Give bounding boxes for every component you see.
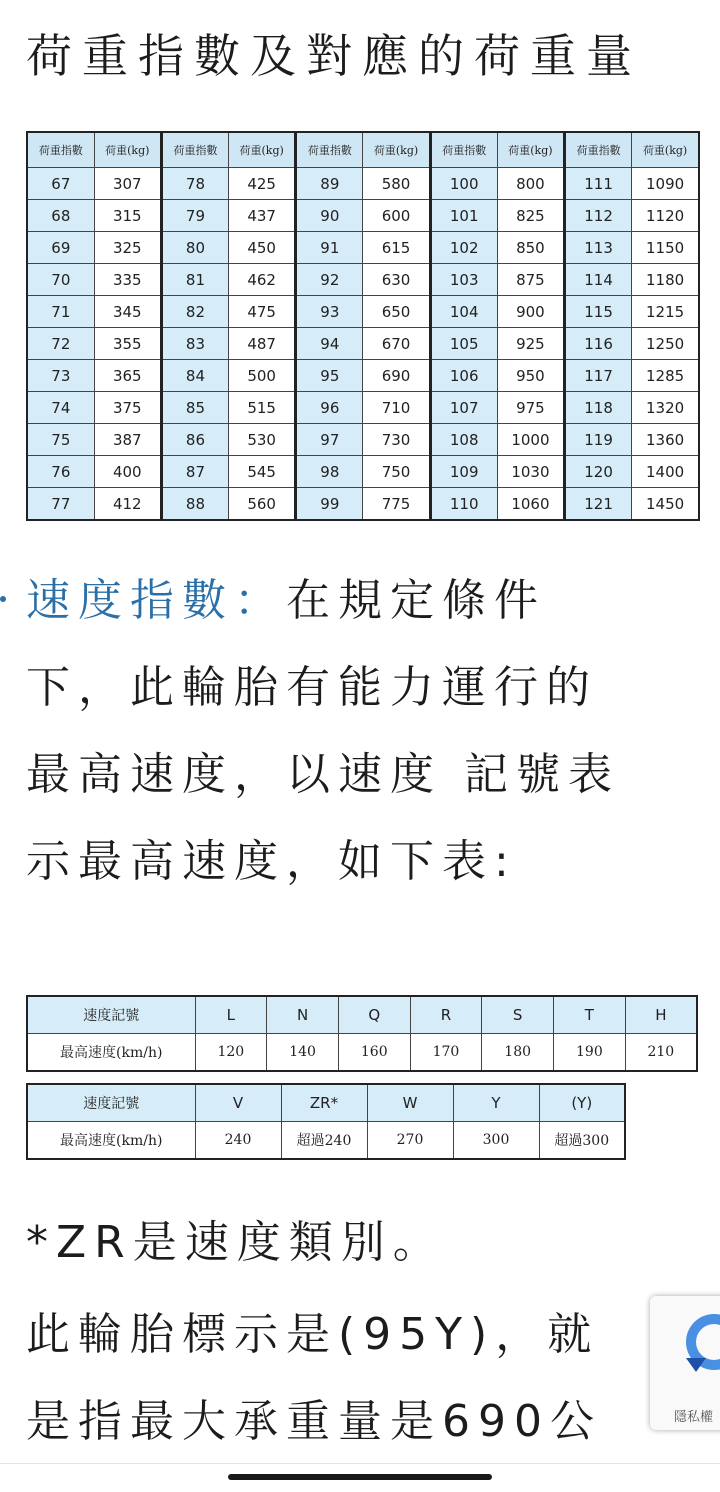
load-kg-cell: 437 xyxy=(229,200,296,232)
load-kg-cell: 1250 xyxy=(632,328,699,360)
load-index-cell: 85 xyxy=(161,392,228,424)
speed-symbol-cell: S xyxy=(482,996,554,1034)
footnote-line-2: 此輪胎標示是(95Y)，就 xyxy=(26,1309,600,1360)
load-kg-cell: 900 xyxy=(497,296,564,328)
load-index-cell: 121 xyxy=(565,488,632,521)
speed-symbol-row xyxy=(27,996,697,1034)
load-index-cell: 73 xyxy=(27,360,94,392)
load-table-row xyxy=(27,424,699,456)
load-table-row xyxy=(27,168,699,200)
home-indicator[interactable] xyxy=(228,1474,492,1480)
load-index-cell: 69 xyxy=(27,232,94,264)
load-kg-cell: 950 xyxy=(497,360,564,392)
load-index-cell: 94 xyxy=(296,328,363,360)
header-load-index: 荷重指數 xyxy=(430,132,497,168)
load-index-cell: 97 xyxy=(296,424,363,456)
header-load-kg: 荷重(kg) xyxy=(632,132,699,168)
load-kg-cell: 600 xyxy=(363,200,430,232)
load-kg-cell: 580 xyxy=(363,168,430,200)
load-index-cell: 92 xyxy=(296,264,363,296)
load-kg-cell: 545 xyxy=(229,456,296,488)
load-index-cell: 107 xyxy=(430,392,497,424)
load-kg-cell: 515 xyxy=(229,392,296,424)
max-speed-cell: 240 xyxy=(195,1122,281,1160)
speed-symbol-cell: V xyxy=(195,1084,281,1122)
load-index-cell: 81 xyxy=(161,264,228,296)
load-kg-cell: 365 xyxy=(94,360,161,392)
speed-symbol-cell: T xyxy=(554,996,626,1034)
load-table-header-row xyxy=(27,132,699,168)
max-speed-cell: 190 xyxy=(554,1034,626,1072)
load-index-cell: 101 xyxy=(430,200,497,232)
load-index-cell: 104 xyxy=(430,296,497,328)
footnote-line-1: *ZR是速度類別。 xyxy=(26,1217,445,1268)
max-speed-cell: 160 xyxy=(338,1034,410,1072)
load-kg-cell: 375 xyxy=(94,392,161,424)
load-kg-cell: 355 xyxy=(94,328,161,360)
speed-symbol-cell: H xyxy=(625,996,697,1034)
load-index-cell: 98 xyxy=(296,456,363,488)
load-index-cell: 78 xyxy=(161,168,228,200)
speed-symbol-cell: N xyxy=(267,996,339,1034)
load-kg-cell: 975 xyxy=(497,392,564,424)
max-speed-cell: 270 xyxy=(367,1122,453,1160)
speed-paragraph-line-1-rest: 在規定條件 xyxy=(286,575,546,626)
max-speed-cell: 300 xyxy=(453,1122,539,1160)
load-kg-cell: 1320 xyxy=(632,392,699,424)
load-kg-cell: 475 xyxy=(229,296,296,328)
load-kg-cell: 710 xyxy=(363,392,430,424)
load-kg-cell: 1000 xyxy=(497,424,564,456)
load-kg-cell: 850 xyxy=(497,232,564,264)
load-kg-cell: 412 xyxy=(94,488,161,521)
load-index-cell: 118 xyxy=(565,392,632,424)
load-index-cell: 99 xyxy=(296,488,363,521)
load-kg-cell: 1060 xyxy=(497,488,564,521)
load-index-cell: 83 xyxy=(161,328,228,360)
load-kg-cell: 750 xyxy=(363,456,430,488)
max-speed-row xyxy=(27,1122,625,1160)
load-index-cell: 79 xyxy=(161,200,228,232)
load-index-cell: 111 xyxy=(565,168,632,200)
load-index-cell: 116 xyxy=(565,328,632,360)
max-speed-cell: 超過240 xyxy=(281,1122,367,1160)
speed-symbol-cell: R xyxy=(410,996,482,1034)
load-kg-cell: 670 xyxy=(363,328,430,360)
load-table-row xyxy=(27,232,699,264)
recaptcha-arrow-icon xyxy=(686,1358,706,1372)
load-table-row xyxy=(27,360,699,392)
load-index-cell: 105 xyxy=(430,328,497,360)
load-table-row xyxy=(27,328,699,360)
load-index-cell: 75 xyxy=(27,424,94,456)
load-kg-cell: 487 xyxy=(229,328,296,360)
max-speed-cell: 140 xyxy=(267,1034,339,1072)
page-heading: 荷重指數及對應的荷重量 xyxy=(26,29,642,83)
load-index-cell: 117 xyxy=(565,360,632,392)
load-index-cell: 71 xyxy=(27,296,94,328)
max-speed-cell: 120 xyxy=(195,1034,267,1072)
load-kg-cell: 1285 xyxy=(632,360,699,392)
speed-symbol-label: 速度記號 xyxy=(27,996,195,1034)
header-load-index: 荷重指數 xyxy=(161,132,228,168)
load-index-cell: 102 xyxy=(430,232,497,264)
load-index-cell: 89 xyxy=(296,168,363,200)
load-kg-cell: 335 xyxy=(94,264,161,296)
load-index-cell: 72 xyxy=(27,328,94,360)
load-kg-cell: 462 xyxy=(229,264,296,296)
header-load-index: 荷重指數 xyxy=(565,132,632,168)
speed-symbol-label: 速度記號 xyxy=(27,1084,195,1122)
load-kg-cell: 1215 xyxy=(632,296,699,328)
header-load-kg: 荷重(kg) xyxy=(94,132,161,168)
load-index-table xyxy=(26,131,700,521)
load-table-row xyxy=(27,200,699,232)
load-index-cell: 80 xyxy=(161,232,228,264)
load-kg-cell: 650 xyxy=(363,296,430,328)
load-kg-cell: 530 xyxy=(229,424,296,456)
load-index-cell: 82 xyxy=(161,296,228,328)
load-table-row xyxy=(27,392,699,424)
load-kg-cell: 315 xyxy=(94,200,161,232)
load-kg-cell: 690 xyxy=(363,360,430,392)
load-kg-cell: 425 xyxy=(229,168,296,200)
recaptcha-privacy-link[interactable]: 隱私權 xyxy=(674,1410,714,1425)
load-index-cell: 70 xyxy=(27,264,94,296)
header-load-kg: 荷重(kg) xyxy=(497,132,564,168)
load-kg-cell: 825 xyxy=(497,200,564,232)
load-kg-cell: 925 xyxy=(497,328,564,360)
bullet-dot xyxy=(0,596,6,602)
load-kg-cell: 400 xyxy=(94,456,161,488)
header-load-index: 荷重指數 xyxy=(296,132,363,168)
max-speed-label: 最高速度(km/h) xyxy=(27,1122,195,1160)
load-kg-cell: 1120 xyxy=(632,200,699,232)
load-index-cell: 86 xyxy=(161,424,228,456)
load-index-cell: 96 xyxy=(296,392,363,424)
speed-paragraph-line-4: 示最高速度，如下表: xyxy=(26,836,517,887)
divider xyxy=(0,1463,720,1464)
speed-symbol-cell: L xyxy=(195,996,267,1034)
load-index-cell: 68 xyxy=(27,200,94,232)
footnote-line-3: 是指最大承重量是690公 xyxy=(26,1396,602,1447)
load-index-cell: 93 xyxy=(296,296,363,328)
speed-paragraph-line-1 xyxy=(26,558,546,644)
max-speed-cell: 170 xyxy=(410,1034,482,1072)
speed-symbol-table-1 xyxy=(26,995,698,1072)
speed-symbol-cell: Q xyxy=(338,996,410,1034)
load-kg-cell: 1360 xyxy=(632,424,699,456)
load-index-cell: 103 xyxy=(430,264,497,296)
load-index-cell: 90 xyxy=(296,200,363,232)
load-index-cell: 112 xyxy=(565,200,632,232)
load-index-cell: 91 xyxy=(296,232,363,264)
load-kg-cell: 345 xyxy=(94,296,161,328)
load-index-cell: 100 xyxy=(430,168,497,200)
speed-paragraph-line-2: 下，此輪胎有能力運行的 xyxy=(26,662,598,713)
load-kg-cell: 1180 xyxy=(632,264,699,296)
max-speed-label: 最高速度(km/h) xyxy=(27,1034,195,1072)
load-kg-cell: 875 xyxy=(497,264,564,296)
load-table-row xyxy=(27,488,699,521)
max-speed-row xyxy=(27,1034,697,1072)
max-speed-cell: 超過300 xyxy=(539,1122,625,1160)
load-kg-cell: 1150 xyxy=(632,232,699,264)
load-kg-cell: 1400 xyxy=(632,456,699,488)
load-kg-cell: 775 xyxy=(363,488,430,521)
load-kg-cell: 325 xyxy=(94,232,161,264)
speed-symbol-cell: W xyxy=(367,1084,453,1122)
load-kg-cell: 387 xyxy=(94,424,161,456)
load-kg-cell: 800 xyxy=(497,168,564,200)
load-kg-cell: 450 xyxy=(229,232,296,264)
load-index-cell: 87 xyxy=(161,456,228,488)
load-index-cell: 77 xyxy=(27,488,94,521)
load-index-cell: 113 xyxy=(565,232,632,264)
load-kg-cell: 730 xyxy=(363,424,430,456)
load-index-cell: 74 xyxy=(27,392,94,424)
speed-symbol-cell: ZR* xyxy=(281,1084,367,1122)
speed-symbol-cell: (Y) xyxy=(539,1084,625,1122)
max-speed-cell: 180 xyxy=(482,1034,554,1072)
load-index-cell: 120 xyxy=(565,456,632,488)
load-index-cell: 109 xyxy=(430,456,497,488)
load-kg-cell: 1450 xyxy=(632,488,699,521)
header-load-kg: 荷重(kg) xyxy=(229,132,296,168)
load-index-cell: 88 xyxy=(161,488,228,521)
load-index-cell: 108 xyxy=(430,424,497,456)
load-index-cell: 119 xyxy=(565,424,632,456)
load-table-row xyxy=(27,456,699,488)
load-index-cell: 106 xyxy=(430,360,497,392)
load-kg-cell: 500 xyxy=(229,360,296,392)
speed-symbol-cell: Y xyxy=(453,1084,539,1122)
load-kg-cell: 307 xyxy=(94,168,161,200)
load-index-cell: 76 xyxy=(27,456,94,488)
load-index-cell: 110 xyxy=(430,488,497,521)
load-index-cell: 115 xyxy=(565,296,632,328)
load-kg-cell: 1090 xyxy=(632,168,699,200)
load-kg-cell: 630 xyxy=(363,264,430,296)
speed-symbol-table-2 xyxy=(26,1083,626,1160)
load-kg-cell: 560 xyxy=(229,488,296,521)
load-index-cell: 114 xyxy=(565,264,632,296)
load-kg-cell: 615 xyxy=(363,232,430,264)
speed-symbol-row xyxy=(27,1084,625,1122)
load-kg-cell: 1030 xyxy=(497,456,564,488)
speed-paragraph-line-3: 最高速度，以速度 記號表 xyxy=(26,749,620,800)
load-index-cell: 95 xyxy=(296,360,363,392)
max-speed-cell: 210 xyxy=(625,1034,697,1072)
load-table-row xyxy=(27,264,699,296)
recaptcha-badge[interactable] xyxy=(650,1296,720,1430)
load-index-cell: 84 xyxy=(161,360,228,392)
speed-index-term: 速度指數： xyxy=(26,575,286,626)
load-index-cell: 67 xyxy=(27,168,94,200)
header-load-kg: 荷重(kg) xyxy=(363,132,430,168)
load-table-row xyxy=(27,296,699,328)
header-load-index: 荷重指數 xyxy=(27,132,94,168)
